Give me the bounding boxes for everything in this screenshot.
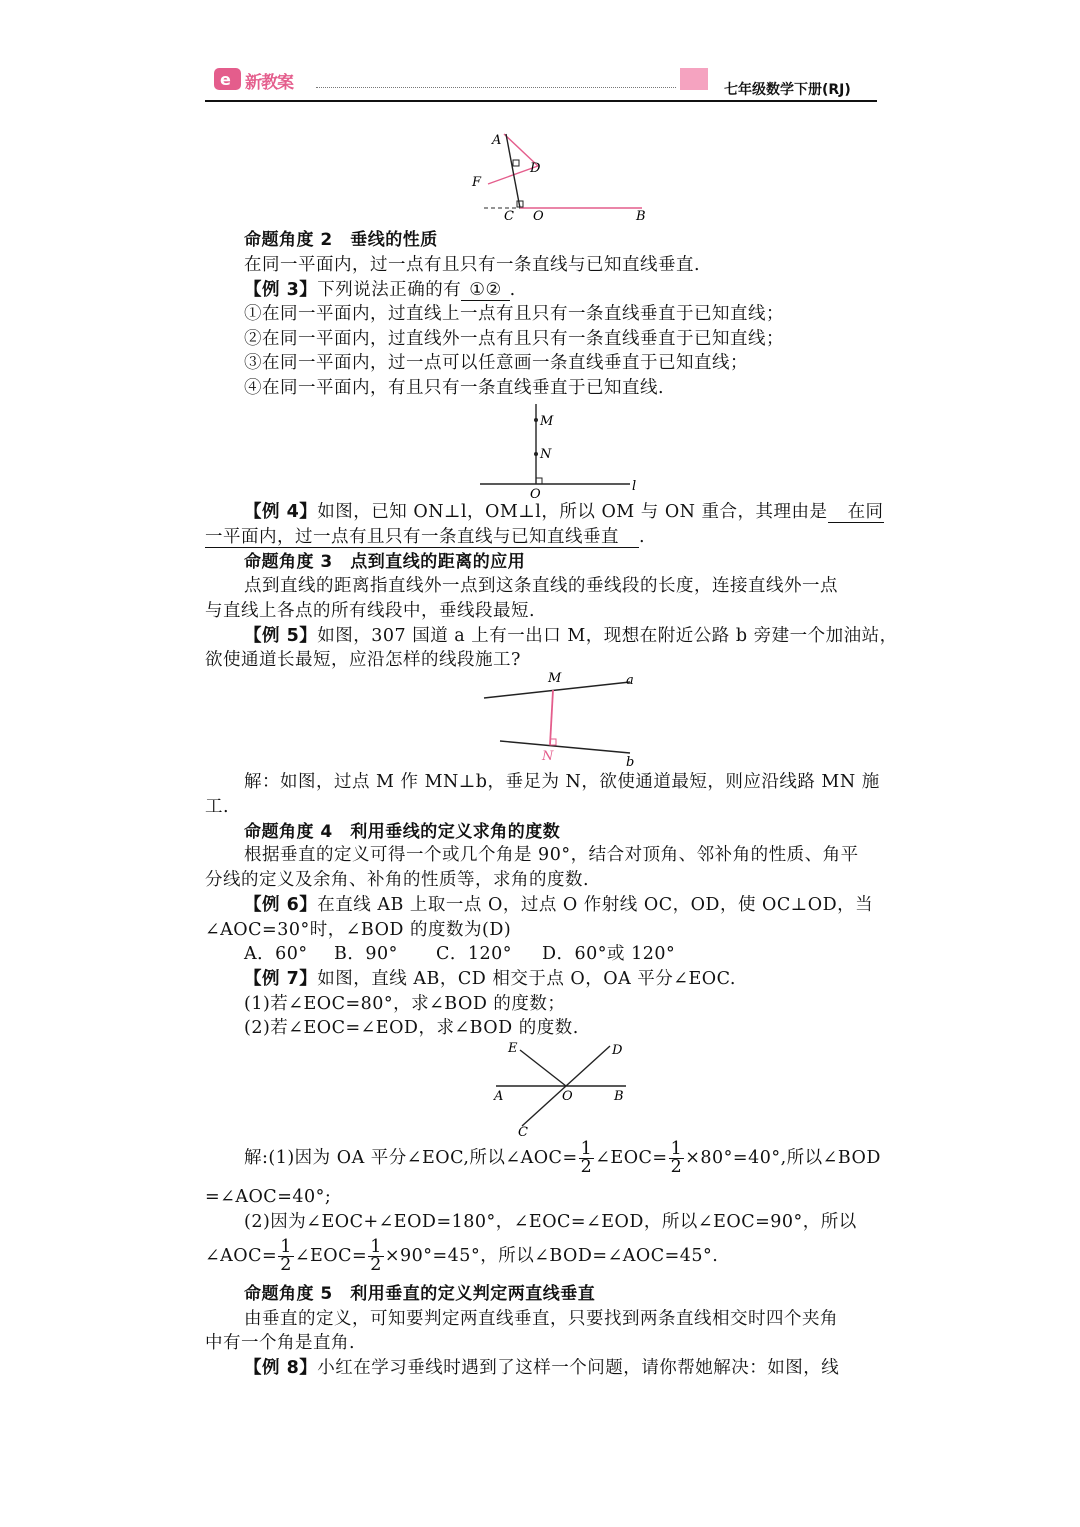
example-7-q1: (1)若∠EOC=80°，求∠BOD 的度数； <box>244 994 566 1014</box>
example-6-label: 【例 6】 <box>244 895 318 915</box>
example-8-label: 【例 8】 <box>244 1358 318 1378</box>
solution-7-line4: ∠AOC= $\frac{1}{2}$ ∠EOC= $\frac{1}{2}$ ×90°=45°，所以∠BOD=∠AOC=45°. <box>205 1237 719 1275</box>
label-d: D <box>612 1043 623 1058</box>
label-c: C <box>504 209 514 224</box>
example-3-text: 下列说法正确的有 <box>317 280 462 300</box>
point-n <box>534 452 538 456</box>
right-angle-mark <box>536 478 542 484</box>
label-a: a <box>626 673 634 688</box>
example-6-text: 在直线 AB 上取一点 O，过点 O 作射线 OC，OD，使 OC⊥OD，当 <box>317 895 874 915</box>
label-b: B <box>636 209 646 224</box>
logo <box>213 66 309 92</box>
example-7-text: 如图，直线 AB，CD 相交于点 O，OA 平分∠EOC. <box>317 969 736 989</box>
logo-text: 新教案 <box>245 73 293 93</box>
example-6-option-b: B．90° <box>334 944 398 964</box>
section-3-text-1: 点到直线的距离指直线外一点到这条直线的垂线段的长度，连接直线外一点 <box>244 576 838 596</box>
example-6-option-c: C．120° <box>436 944 513 964</box>
example-8-text: 小红在学习垂线时遇到了这样一个问题，请你帮她解决：如图，线 <box>317 1358 840 1378</box>
label-a: A <box>492 133 502 148</box>
label-d: D <box>530 161 541 176</box>
example-6-line1 <box>244 893 873 917</box>
example-3-label: 【例 3】 <box>244 280 318 300</box>
label-e: E <box>508 1041 518 1056</box>
solution-7-line2: =∠AOC=40°; <box>205 1187 332 1207</box>
example-3: 【例 3】下列说法正确的有 ①② . <box>244 280 516 300</box>
section-2-title: 命题角度 2 垂线的性质 <box>244 230 438 250</box>
label-l: l <box>632 479 637 494</box>
section-3-title: 命题角度 3 点到直线的距离的应用 <box>244 552 526 572</box>
section-5-text-2: 中有一个角是直角. <box>205 1333 356 1353</box>
label-c: C <box>518 1125 528 1140</box>
example-6-line2: ∠AOC=30°时，∠BOD 的度数为(D) <box>205 920 512 940</box>
solution-5-line2: 工. <box>205 797 230 817</box>
label-b: b <box>626 755 635 770</box>
option-2: ②在同一平面内，过直线外一点有且只有一条直线垂直于已知直线； <box>244 329 784 349</box>
example-4-line1 <box>244 500 884 524</box>
point-m <box>534 418 538 422</box>
example-8-line1 <box>244 1356 839 1380</box>
label-o: O <box>533 209 544 224</box>
solution-7-line1: 解:(1)因为 OA 平分∠EOC,所以∠AOC= $\frac{1}{2}$ ∠EOC= $\frac{1}{2}$ ×80°=40°,所以∠BOD <box>244 1139 881 1177</box>
figure-1 <box>470 128 670 223</box>
example-4-answer-2: 一平面内，过一点有且只有一条直线与已知直线垂直 <box>205 527 639 548</box>
solution-5-line1: 解：如图，过点 M 作 MN⊥b，垂足为 N，欲使通道最短，则应沿线路 MN 施 <box>244 772 880 792</box>
label-n: N <box>542 749 554 764</box>
example-4-label: 【例 4】 <box>244 502 318 522</box>
section-2-text: 在同一平面内，过一点有且只有一条直线与已知直线垂直. <box>244 255 701 275</box>
label-a: A <box>494 1089 504 1104</box>
segment-mn <box>550 690 553 745</box>
example-6-option-a: A．60° <box>244 944 308 964</box>
solution-7-line3: (2)因为∠EOC+∠EOD=180°，∠EOC=∠EOD，所以∠EOC=90°，所以 <box>244 1212 857 1232</box>
example-5-text: 如图，307 国道 a 上有一出口 M，现想在附近公路 b 旁建一个加油站， <box>317 626 898 646</box>
header-dotted-rule <box>316 87 676 88</box>
option-4: ④在同一平面内，有且只有一条直线垂直于已知直线. <box>244 378 665 398</box>
header-pink-block <box>680 68 708 90</box>
example-5-line1 <box>244 624 898 648</box>
fraction-half: $\frac{1}{2}$ <box>370 1237 382 1275</box>
right-angle-mark <box>513 160 519 166</box>
section-5-text-1: 由垂直的定义，可知要判定两直线垂直，只要找到两条直线相交时四个夹角 <box>244 1309 838 1329</box>
fraction-half: $\frac{1}{2}$ <box>580 1139 593 1177</box>
label-f: F <box>472 175 482 190</box>
ray-oe <box>520 1050 566 1086</box>
example-7-label: 【例 7】 <box>244 969 318 989</box>
section-3-text-2: 与直线上各点的所有线段中，垂线段最短. <box>205 601 536 621</box>
example-7-line1 <box>244 967 736 991</box>
figure-3 <box>480 668 660 768</box>
svg-text:e: e <box>220 70 231 89</box>
book-title: 七年级数学下册(RJ) <box>724 82 851 98</box>
label-o: O <box>530 487 541 502</box>
example-5-label: 【例 5】 <box>244 626 318 646</box>
example-4-line2: 一平面内，过一点有且只有一条直线与已知直线垂直 . <box>205 527 646 547</box>
example-7-q2: (2)若∠EOC=∠EOD，求∠BOD 的度数. <box>244 1018 579 1038</box>
label-m: M <box>540 414 554 429</box>
header-rule <box>205 100 877 102</box>
figure-4 <box>490 1038 650 1138</box>
example-5-line2: 欲使通道长最短，应沿怎样的线段施工? <box>205 650 521 670</box>
line-ac <box>506 134 520 208</box>
label-b: B <box>614 1089 624 1104</box>
fraction-half: $\frac{1}{2}$ <box>280 1237 292 1275</box>
fraction-half: $\frac{1}{2}$ <box>670 1139 683 1177</box>
option-1: ①在同一平面内，过直线上一点有且只有一条直线垂直于已知直线； <box>244 304 784 324</box>
example-4-answer-1: 在同 <box>828 502 884 523</box>
option-3: ③在同一平面内，过一点可以任意画一条直线垂直于已知直线； <box>244 353 748 373</box>
line-b <box>500 741 630 753</box>
figure-2 <box>470 400 650 500</box>
label-n: N <box>540 447 552 462</box>
label-o: O <box>562 1089 573 1104</box>
section-4-text-2: 分线的定义及余角、补角的性质等，求角的度数. <box>205 870 590 890</box>
example-4-text: 如图，已知 ON⊥l，OM⊥l，所以 OM 与 ON 重合，其理由是 <box>317 502 828 522</box>
example-3-answer: ①② <box>461 280 509 301</box>
logo-icon <box>213 66 243 92</box>
section-4-title: 命题角度 4 利用垂线的定义求角的度数 <box>244 822 561 842</box>
section-4-text-1: 根据垂直的定义可得一个或几个角是 90°，结合对顶角、邻补角的性质、角平 <box>244 845 859 865</box>
example-6-option-d: D．60°或 120° <box>542 944 676 964</box>
section-5-title: 命题角度 5 利用垂直的定义判定两直线垂直 <box>244 1284 596 1304</box>
label-m: M <box>548 671 562 686</box>
